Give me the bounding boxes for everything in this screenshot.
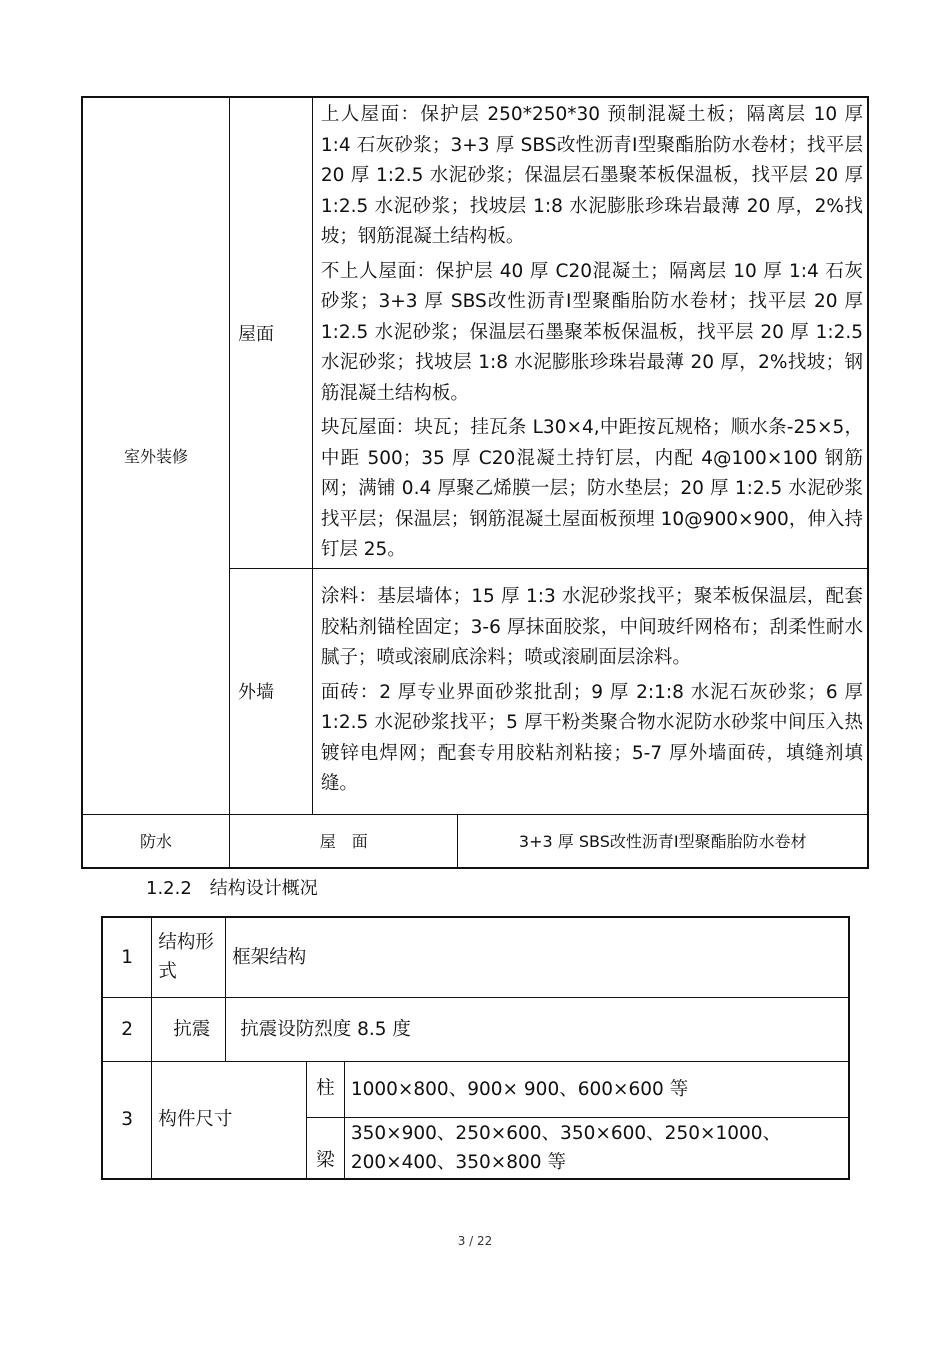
finishing-table <box>81 96 869 869</box>
roof-paragraph-tile: 块瓦屋面：块瓦；挂瓦条 L30×4,中距按瓦规格；顺水条-25×5，中距 500；35 厚 C20混凝土持钉层，内配 4@100×100 钢筋网；满铺 0.4 厚聚乙烯膜一层；防水垫层；20 厚 1:2.5 水泥砂浆找平层；保温层；钢筋混凝土屋面板预埋 10@900×900，伸入持钉层 25。 <box>320 417 863 560</box>
row-value-structure-form: 框架结构 <box>226 917 849 997</box>
row-label-member-size: 构件尺寸 <box>152 1061 307 1179</box>
wall-paragraph-paint: 涂料：基层墙体；15 厚 1:3 水泥砂浆找平；聚苯板保温层，配套胶粘剂锚栓固定；3-6 厚抹面胶浆，中间玻纤网格布；刮柔性耐水腻子；喷或滚刷底涂料；喷或滚刷面层涂料。 <box>320 586 863 669</box>
row-number: 3 <box>102 1061 152 1179</box>
row-label-structure-form: 结构形式 <box>152 917 226 997</box>
row-value-seismic: 抗震设防烈度 8.5 度 <box>226 997 849 1061</box>
wall-paragraph-tile: 面砖：2 厚专业界面砂浆批刮；9 厚 2:1:8 水泥石灰砂浆；6 厚 1:2.5 水泥砂浆找平；5 厚干粉类聚合物水泥防水砂浆中间压入热镀锌电焊网；配套专用胶粘剂粘接；5-7 厚外墙面砖，填缝剂填缝。 <box>320 681 863 795</box>
column-sizes: 1000×800、900× 900、600×600 等 <box>344 1061 849 1117</box>
waterproof-location: 屋 面 <box>230 814 458 868</box>
page-number: 3 / 22 <box>457 1234 493 1248</box>
roof-label: 屋面 <box>230 97 313 568</box>
beam-label: 梁 <box>306 1117 344 1179</box>
category-exterior-finishing: 室外装修 <box>82 97 230 814</box>
row-label-seismic: 抗震 <box>152 997 226 1061</box>
section-heading: 1.2.2 结构设计概况 <box>146 878 318 899</box>
beam-sizes: 350×900、250×600、350×600、250×1000、200×400、350×800 等 <box>344 1117 849 1179</box>
wall-label: 外墙 <box>230 568 313 814</box>
row-number: 1 <box>102 917 152 997</box>
roof-paragraph-non-accessible: 不上人屋面：保护层 40 厚 C20混凝土；隔离层 10 厚 1:4 石灰砂浆；3+3 厚 SBS改性沥青Ⅰ型聚酯胎防水卷材；找平层 20 厚 1:2.5 水泥砂浆；保温层石墨聚苯板保温板，找平层 20 厚 1:2.5 水泥砂浆；找坡层 1:8 水泥膨胀珍珠岩最薄 20 厚，2%找坡；钢筋混凝土结构板。 <box>320 260 863 404</box>
waterproof-material: 3+3 厚 SBS改性沥青Ⅰ型聚酯胎防水卷材 <box>458 814 868 868</box>
row-number: 2 <box>102 997 152 1061</box>
category-waterproof: 防水 <box>82 814 230 868</box>
column-label: 柱 <box>306 1061 344 1117</box>
wall-description <box>312 568 868 814</box>
structure-table <box>101 916 850 1180</box>
roof-description <box>312 97 868 568</box>
roof-paragraph-accessible: 上人屋面：保护层 250*250*30 预制混凝土板；隔离层 10 厚 1:4 石灰砂浆；3+3 厚 SBS改性沥青Ⅰ型聚酯胎防水卷材；找平层 20 厚 1:2.5 水泥砂浆；保温层石墨聚苯板保温板，找平层 20 厚 1:2.5 水泥砂浆；找坡层 1:8 水泥膨胀珍珠岩最薄 20 厚，2%找坡；钢筋混凝土结构板。 <box>320 104 863 247</box>
